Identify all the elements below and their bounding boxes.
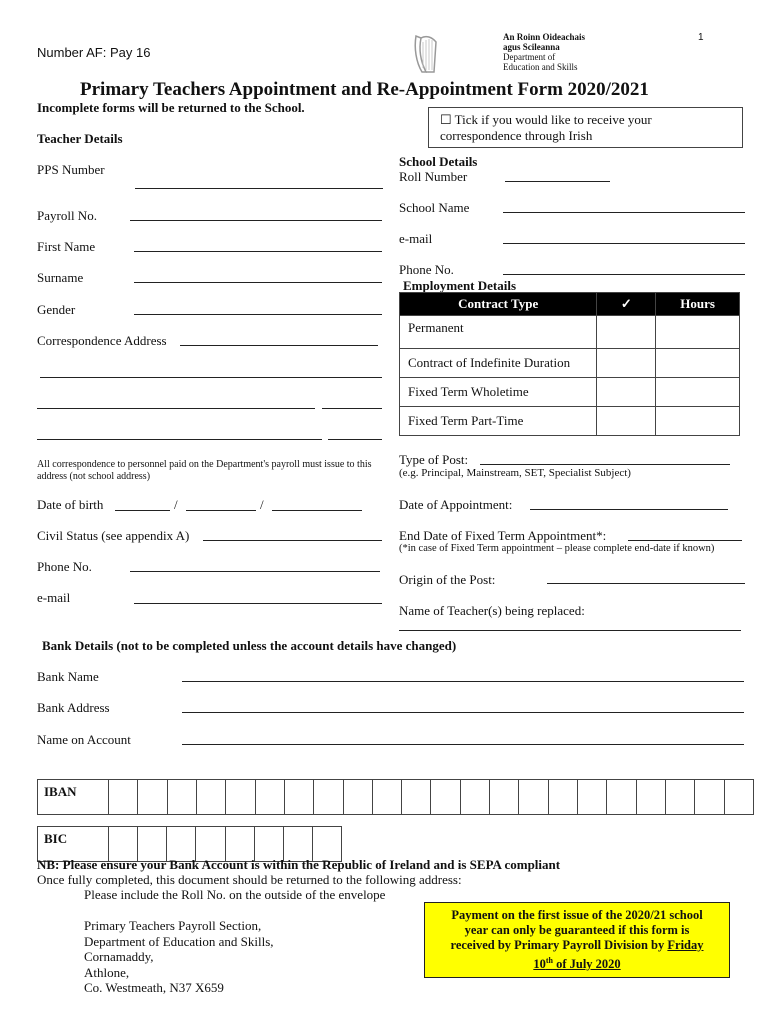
page-number: 1 (698, 32, 704, 43)
iban-cell[interactable] (695, 780, 724, 815)
school-email-field[interactable] (503, 243, 745, 244)
iban-cell[interactable] (109, 780, 138, 815)
address-field-4a[interactable] (37, 439, 322, 440)
address-note: All correspondence to personnel paid on the Department's payroll must issue to this address (not school address) (37, 459, 372, 482)
return-instructions: Once fully completed, this document should be returned to the following address: (37, 872, 462, 887)
dob-year-field[interactable] (272, 510, 362, 511)
gender-label: Gender (37, 302, 76, 317)
iban-cell[interactable] (314, 780, 343, 815)
col-contract-type: Contract Type (400, 293, 597, 316)
iban-cell[interactable] (284, 780, 313, 815)
iban-cell[interactable] (402, 780, 431, 815)
pps-field[interactable] (135, 188, 383, 189)
end-date-field[interactable] (628, 540, 742, 541)
roll-number-note: Please include the Roll No. on the outside of the envelope (84, 887, 386, 902)
type-of-post-field[interactable] (480, 464, 730, 465)
tick-cell[interactable] (597, 349, 656, 378)
address-label: Correspondence Address (37, 333, 167, 348)
iban-cell[interactable] (607, 780, 636, 815)
iban-cell[interactable] (255, 780, 284, 815)
contract-row-label: Permanent (400, 316, 597, 349)
iban-cell[interactable] (138, 780, 167, 815)
origin-label: Origin of the Post: (399, 572, 496, 587)
replaced-field[interactable] (399, 630, 741, 631)
school-name-field[interactable] (503, 212, 745, 213)
dob-slash-2: / (260, 497, 264, 512)
date-appointment-label: Date of Appointment: (399, 497, 513, 512)
dob-month-field[interactable] (186, 510, 256, 511)
contract-row-label: Contract of Indefinite Duration (400, 349, 597, 378)
contract-row-label: Fixed Term Wholetime (400, 378, 597, 407)
school-email-label: e-mail (399, 231, 433, 246)
irish-correspondence-checkbox[interactable] (428, 107, 743, 148)
department-name: An Roinn Oideachais agus Scileanna Department of Education and Skills (503, 32, 586, 72)
school-name-label: School Name (399, 200, 470, 215)
dob-slash-1: / (174, 497, 178, 512)
harp-logo-icon (410, 32, 440, 76)
teacher-details-heading: Teacher Details (37, 131, 123, 146)
iban-cell[interactable] (226, 780, 255, 815)
dob-day-field[interactable] (115, 510, 170, 511)
col-tick: ✓ (597, 293, 656, 316)
roll-number-field[interactable] (505, 181, 610, 182)
teacher-email-label: e-mail (37, 590, 71, 605)
date-appointment-field[interactable] (530, 509, 728, 510)
roll-number-label: Roll Number (399, 169, 468, 184)
end-date-note: (*in case of Fixed Term appointment – please complete end-date if known) (399, 543, 715, 554)
gender-field[interactable] (134, 314, 382, 315)
origin-field[interactable] (547, 583, 745, 584)
page-title: Primary Teachers Appointment and Re-Appointment Form 2020/2021 (80, 79, 649, 100)
return-address: Primary Teachers Payroll Section, Department of Education and Skills, Cornamaddy, Athlone, Co. Westmeath, N37 X659 (84, 918, 274, 995)
bank-address-label: Bank Address (37, 700, 110, 715)
iban-cell[interactable] (519, 780, 548, 815)
form-code: Number AF: Pay 16 (37, 45, 151, 60)
iban-cell[interactable] (490, 780, 519, 815)
tick-cell[interactable] (597, 407, 656, 436)
tick-cell[interactable] (597, 316, 656, 349)
civil-status-field[interactable] (203, 540, 382, 541)
tick-cell[interactable] (597, 378, 656, 407)
col-hours: Hours (656, 293, 740, 316)
payroll-field[interactable] (130, 220, 382, 221)
first-name-field[interactable] (134, 251, 382, 252)
type-of-post-label: Type of Post: (399, 452, 469, 467)
teacher-phone-label: Phone No. (37, 559, 92, 574)
irish-option-line1: ☐ Tick if you would like to receive your (440, 112, 652, 127)
hours-cell[interactable] (656, 407, 740, 436)
school-phone-field[interactable] (503, 274, 745, 275)
iban-grid (37, 779, 754, 815)
iban-cell[interactable] (460, 780, 489, 815)
teacher-phone-field[interactable] (130, 571, 380, 572)
first-name-label: First Name (37, 239, 96, 254)
iban-cell[interactable] (724, 780, 753, 815)
replaced-label: Name of Teacher(s) being replaced: (399, 603, 585, 618)
incomplete-warning: Incomplete forms will be returned to the School. (37, 100, 305, 115)
bank-details-heading: Bank Details (not to be completed unless the account details have changed) (42, 638, 457, 653)
hours-cell[interactable] (656, 349, 740, 378)
type-of-post-example: (e.g. Principal, Mainstream, SET, Specialist Subject) (399, 467, 631, 479)
pps-label: PPS Number (37, 162, 105, 177)
iban-label: IBAN (38, 780, 109, 815)
iban-cell[interactable] (343, 780, 372, 815)
iban-cell[interactable] (665, 780, 694, 815)
address-field-4b[interactable] (328, 439, 382, 440)
iban-cell[interactable] (636, 780, 665, 815)
surname-field[interactable] (134, 282, 382, 283)
employment-details-heading: Employment Details (403, 278, 517, 293)
dob-label: Date of birth (37, 497, 104, 512)
contract-type-table (399, 292, 740, 436)
account-name-label: Name on Account (37, 732, 131, 747)
surname-label: Surname (37, 270, 84, 285)
bank-address-field[interactable] (182, 712, 744, 713)
address-field-1[interactable] (180, 345, 378, 346)
iban-cell[interactable] (548, 780, 577, 815)
teacher-email-field[interactable] (134, 603, 382, 604)
contract-row-label: Fixed Term Part-Time (400, 407, 597, 436)
iban-cell[interactable] (431, 780, 460, 815)
sepa-note: NB: Please ensure your Bank Account is within the Republic of Ireland and is SEPA compliant (37, 857, 561, 872)
iban-cell[interactable] (372, 780, 401, 815)
bank-name-field[interactable] (182, 681, 744, 682)
end-date-label: End Date of Fixed Term Appointment*: (399, 528, 607, 543)
iban-cell[interactable] (167, 780, 196, 815)
hours-cell[interactable] (656, 378, 740, 407)
payment-notice: Payment on the first issue of the 2020/21 school year can only be guaranteed if this form is received by Primary Payroll Division by Friday 10th of July 2020 (424, 902, 730, 978)
address-field-3a[interactable] (37, 408, 315, 409)
bank-name-label: Bank Name (37, 669, 99, 684)
account-name-field[interactable] (182, 744, 744, 745)
school-details-heading: School Details (399, 154, 478, 169)
iban-cell[interactable] (578, 780, 607, 815)
address-field-2[interactable] (40, 377, 382, 378)
irish-option-line2: correspondence through Irish (440, 128, 593, 143)
bic-label: BIC (38, 827, 109, 862)
payroll-label: Payroll No. (37, 208, 97, 223)
civil-status-label: Civil Status (see appendix A) (37, 528, 190, 543)
address-field-3b[interactable] (322, 408, 382, 409)
iban-cell[interactable] (196, 780, 225, 815)
hours-cell[interactable] (656, 316, 740, 349)
school-phone-label: Phone No. (399, 262, 454, 277)
